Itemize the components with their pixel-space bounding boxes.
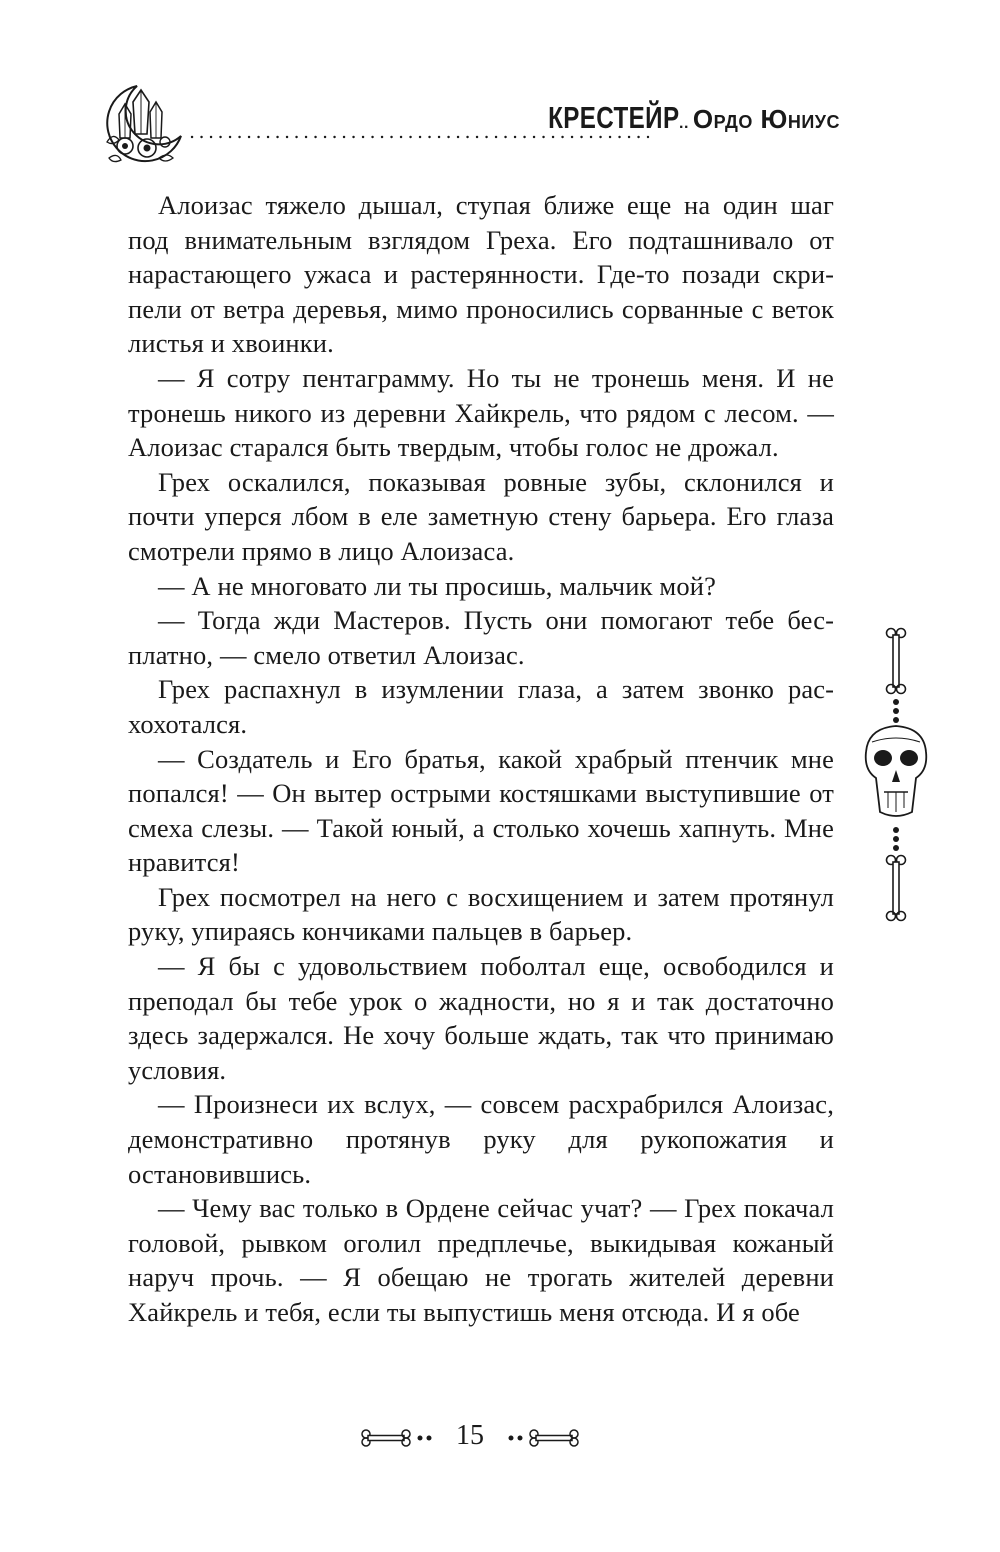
paragraph: Грех посмотрел на него с восхищением и затем протянул руку, упираясь кончиками пальцев в барьер. — [128, 881, 834, 947]
book-title — [511, 100, 840, 136]
title-separator: .. — [679, 115, 689, 132]
skull-icon — [866, 726, 927, 816]
paragraph: — Создатель и Его братья, какой храбрый птенчик мне попался! — Он вытер острыми костяшками выступившие от смеха слезы. — Такой юный, а столько хочешь хапнуть. Мне нравится! — [128, 743, 834, 878]
running-head — [95, 82, 840, 172]
paragraph: Алоизас тяжело дышал, ступая ближе еще на один шаг под внимательным взглядом Греха. Его подташнивало от нарастающего ужаса и растерянности. Где-то позади скрипели от ветра деревья, мимо проносились сорванные с веток листья и хвоинки. — [128, 190, 834, 359]
bone-icon — [505, 1429, 580, 1447]
paragraph: — А не многовато ли ты просишь, мальчик мой? — [158, 570, 716, 601]
paragraph: — Я бы с удовольствием поболтал еще, освободился и преподал бы тебе урок о жадности, но я и так достаточно здесь задержался. Не хочу больше ждать, так что принимаю условия. — [128, 951, 834, 1085]
bone-icon — [887, 856, 906, 921]
paragraph: — Тогда жди Мастеров. Пусть они помогают тебе бесплатно, — смело ответил Алоизас. — [128, 605, 834, 670]
page-footer — [360, 1418, 580, 1458]
body-text — [128, 188, 834, 1330]
book-title-main: КРЕСТЕЙР — [547, 100, 680, 135]
crescent-moon-crystals-icon — [95, 82, 185, 172]
paragraph: — Чему вас только в Ордене сейчас учат? — Грех покачал головой, рывком оголил предплечье, выкидывая кожаный наруч прочь. — Я обещаю не трогать жителей деревни Хайкрель и тебя, если ты выпустишь меня отсюда. И я обе — [128, 1193, 834, 1327]
paragraph: — Произнеси их вслух, — совсем расхрабрился Алоизас, демонстративно протянув руку для рукопожатия и остановившись. — [128, 1089, 834, 1189]
book-subtitle: Ордо Юниус — [692, 104, 840, 134]
bone-icon — [360, 1429, 435, 1447]
paragraph: — Я сотру пентаграмму. Но ты не тронешь меня. И не тронешь никого из деревни Хайкрель, что рядом с лесом. — Алоизас старался быть твердым, чтобы голос не дрожал. — [128, 362, 834, 463]
paragraph: Грех распахнул в изумлении глаза, а затем звонко расхохотался. — [128, 674, 834, 739]
skull-bones-ornament-icon — [858, 626, 934, 926]
page-number: 15 — [456, 1420, 484, 1451]
paragraph: Грех оскалился, показывая ровные зубы, склонился и почти уперся лбом в еле заметную стену барьера. Его глаза смотрели прямо в лицо Алоизаса. — [128, 466, 834, 566]
bone-icon — [887, 629, 906, 694]
